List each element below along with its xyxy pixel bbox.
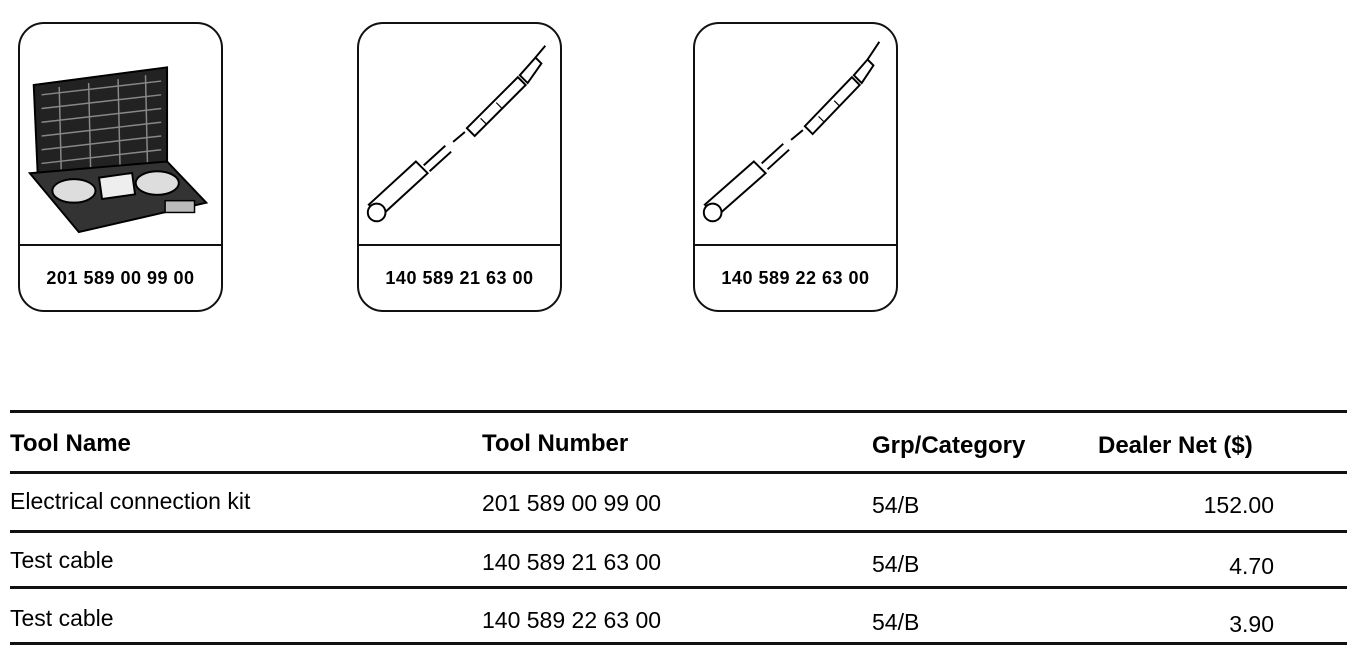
row-group-category: 54/B	[872, 492, 920, 518]
header-dealer-net: Dealer Net ($)	[1098, 432, 1253, 459]
row-group-category: 54/B	[872, 551, 920, 577]
table-top-rule	[10, 410, 1347, 413]
header-tool-name: Tool Name	[10, 430, 131, 457]
tool-card-number: 140 589 21 63 00	[385, 268, 534, 288]
row-tool-name: Test cable	[10, 547, 114, 573]
tool-card-number: 140 589 22 63 00	[721, 268, 870, 288]
header-group-category: Grp/Category	[872, 432, 1026, 459]
card-divider	[20, 244, 221, 246]
card-divider	[359, 244, 560, 246]
test-probe-image	[695, 24, 896, 246]
header-tool-number: Tool Number	[482, 430, 629, 457]
table-bottom-rule	[10, 642, 1347, 645]
row-tool-number: 201 589 00 99 00	[482, 490, 662, 516]
tool-card-test-cable-1	[357, 22, 562, 312]
row-dealer-net: 3.90	[1229, 611, 1274, 637]
row-tool-name: Test cable	[10, 605, 114, 631]
card-divider	[695, 244, 896, 246]
tool-card-connection-kit	[18, 22, 223, 312]
row-group-category: 54/B	[872, 609, 920, 635]
test-probe-image	[359, 24, 560, 246]
row-tool-name: Electrical connection kit	[10, 488, 251, 514]
row-rule	[10, 586, 1347, 589]
tool-card-number: 201 589 00 99 00	[46, 268, 195, 288]
tool-case-image	[20, 24, 221, 246]
row-rule	[10, 530, 1347, 533]
row-dealer-net: 152.00	[1203, 492, 1274, 518]
row-tool-number: 140 589 21 63 00	[482, 549, 662, 575]
row-dealer-net: 4.70	[1229, 553, 1274, 579]
tool-card-test-cable-2	[693, 22, 898, 312]
row-tool-number: 140 589 22 63 00	[482, 607, 662, 633]
header-rule	[10, 471, 1347, 474]
